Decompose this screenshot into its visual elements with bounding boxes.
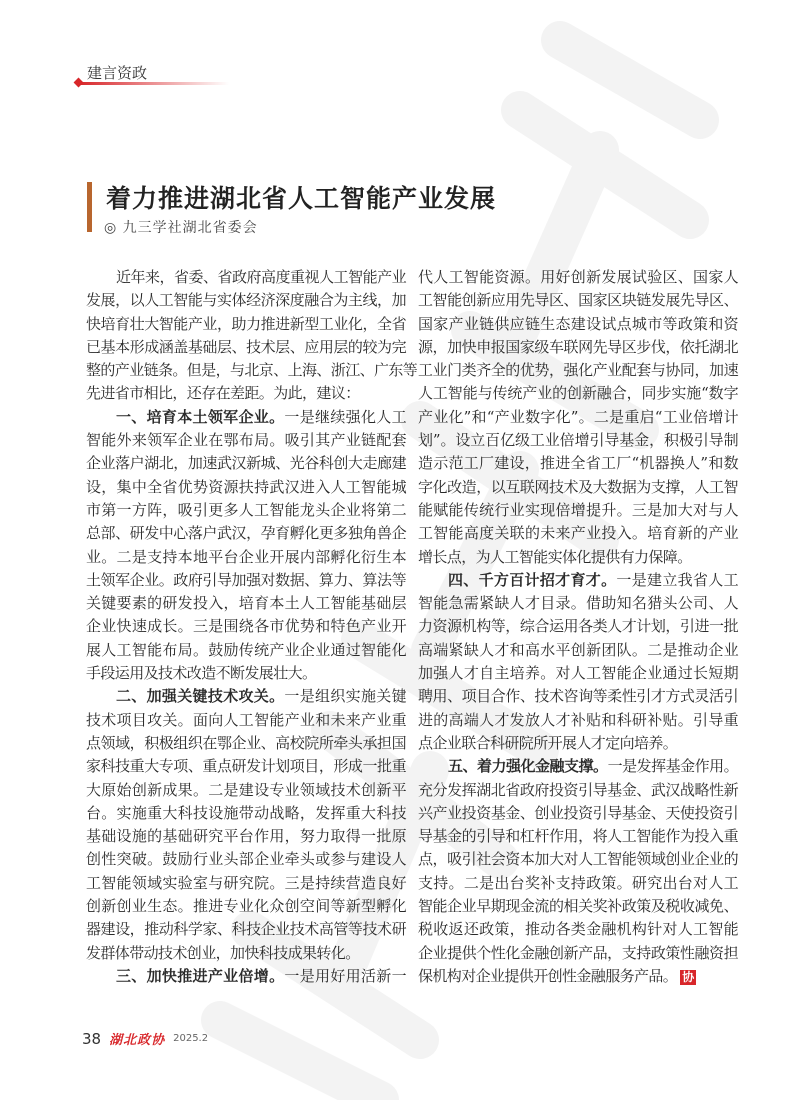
article-title: 着力推进湖北省人工智能产业发展	[106, 184, 497, 213]
text-line	[418, 662, 738, 685]
line-text: 智能急需紧缺人才目录。借助知名猎头公司、人	[418, 594, 738, 613]
section-heading: 一、培育本土领军企业。	[116, 407, 285, 426]
text-line	[418, 872, 738, 895]
line-text: 发展，以人工智能与实体经济深度融合为主线，加	[86, 291, 406, 310]
line-text: 整的产业链条。但是，与北京、上海、浙江、广东等	[86, 361, 418, 380]
text-line	[418, 685, 738, 708]
text-line	[86, 848, 406, 871]
line-text: 聘用、项目合作、技术咨询等柔性引才方式灵活引	[418, 687, 738, 706]
text-line	[418, 336, 738, 359]
line-text: 基础设施的基础研究平台作用，努力取得一批原	[86, 827, 406, 846]
text-line	[86, 615, 406, 638]
text-line	[86, 592, 406, 615]
text-line	[418, 452, 738, 475]
line-text: 已基本形成涵盖基础层、技术层、应用层的较为完	[86, 337, 406, 356]
line-text: 大原始创新成果。二是建设专业领域技术创新平	[86, 780, 406, 799]
text-line	[86, 452, 406, 475]
line-text: 智能外来领军企业在鄂布局。吸引其产业链配套	[86, 431, 406, 450]
text-line	[418, 709, 738, 732]
line-text: 一是组织实施关键	[284, 687, 406, 706]
end-mark-icon: 协	[682, 969, 695, 984]
text-line	[418, 965, 738, 988]
line-text: 产业化”和“产业数字化”。二是重启“工业倍增计	[418, 407, 738, 426]
line-text: 手段运用及技术改造不断发展壮大。	[86, 664, 317, 683]
page-number: 38	[82, 1029, 102, 1048]
text-line	[86, 429, 406, 452]
line-text: 加强人才自主培养。对人工智能企业通过长短期	[418, 664, 738, 683]
line-text: 土领军企业。政府引导加强对数据、算力、算法等	[86, 570, 406, 589]
paragraph	[418, 569, 738, 755]
line-text: 支持。二是出台奖补支持政策。研究出台对人工	[418, 873, 738, 892]
line-text: 先进省市相比，还存在差距。为此，建议：	[86, 384, 360, 403]
line-text: 税收返还政策，推动各类金融机构针对人工智能	[418, 920, 738, 939]
text-line	[418, 289, 738, 312]
page-footer	[82, 1029, 208, 1048]
text-line	[418, 895, 738, 918]
text-line	[86, 895, 406, 918]
column-right	[418, 266, 738, 988]
text-line	[86, 476, 406, 499]
line-text: 关键要素的研发投入，培育本土人工智能基础层	[86, 594, 406, 613]
text-line	[86, 709, 406, 732]
text-line	[418, 755, 738, 778]
text-line	[418, 942, 738, 965]
line-text: 家科技重大专项、重点研发计划项目，形成一批重	[86, 757, 406, 776]
text-line	[418, 732, 738, 755]
text-line	[86, 918, 406, 941]
line-text: 发群体带动技术创业，加快科技成果转化。	[86, 943, 360, 962]
line-text: 工智能领域实验室与研究院。三是持续营造良好	[86, 873, 406, 892]
line-text: 业。二是支持本地平台企业开展内部孵化衍生本	[86, 547, 406, 566]
line-text: 企业落户湖北，加速武汉新城、光谷科创大走廊建	[86, 454, 406, 473]
line-text: 力资源机构等，综合运用各类人才计划，引进一批	[418, 617, 738, 636]
text-line	[418, 313, 738, 336]
text-line	[86, 965, 406, 988]
text-line	[418, 615, 738, 638]
line-text: 企业快速成长。三是围绕各市优势和特色产业开	[86, 617, 406, 636]
text-line	[418, 546, 738, 569]
line-text: 划”。设立百亿级工业倍增引导基金，积极引导制	[418, 431, 738, 450]
text-line	[86, 522, 406, 545]
text-line	[86, 662, 406, 685]
section-heading: 二、加强关键技术攻关。	[116, 687, 285, 706]
line-text: 近年来，省委、省政府高度重视人工智能产业	[116, 268, 406, 286]
line-text: 展人工智能布局。鼓励传统产业企业通过智能化	[86, 640, 406, 659]
text-line	[86, 779, 406, 802]
line-text: 设，集中全省优势资源扶持武汉进入人工智能城	[86, 477, 406, 496]
line-text: 点，吸引社会资本加大对人工智能领域创业企业的	[418, 850, 738, 869]
paragraph	[86, 406, 406, 686]
text-line	[418, 918, 738, 941]
text-line	[418, 779, 738, 802]
paragraph	[418, 266, 738, 569]
line-text: 充分发挥湖北省政府投资引导基金、武汉战略性新	[418, 780, 738, 799]
line-text: 一是用好用活新一	[284, 966, 406, 985]
text-line	[86, 732, 406, 755]
text-line	[86, 289, 406, 312]
text-line	[418, 359, 738, 382]
line-text: 高端紧缺人才和高水平创新团队。二是推动企业	[418, 640, 738, 659]
line-text: 导基金的引导和杠杆作用，将人工智能作为投入重	[418, 827, 738, 846]
section-heading: 四、千方百计招才育才。	[448, 570, 617, 589]
text-line	[418, 499, 738, 522]
text-line	[418, 802, 738, 825]
text-line	[418, 569, 738, 592]
line-text: 创性突破。鼓励行业头部企业牵头或参与建设人	[86, 850, 406, 869]
text-line	[418, 522, 738, 545]
line-text: 源，加快申报国家级车联网先导区步伐，依托湖北	[418, 337, 738, 356]
section-tag: 建言资政	[87, 64, 148, 82]
line-text: 增长点，为人工智能实体化提供有力保障。	[418, 547, 692, 566]
paragraph	[86, 965, 406, 988]
line-text: 进的高端人才发放人才补贴和科研补贴。引导重	[418, 710, 738, 729]
text-line	[86, 499, 406, 522]
text-line	[86, 755, 406, 778]
line-text: 点领域，积极组织在鄂企业、高校院所牵头承担国	[86, 733, 406, 752]
line-text: 工业门类齐全的优势，强化产业配套与协同，加速	[418, 361, 738, 380]
text-line	[86, 313, 406, 336]
magazine-logo: 湖北政协	[109, 1033, 166, 1048]
text-line	[86, 685, 406, 708]
text-line	[86, 872, 406, 895]
text-line	[86, 639, 406, 662]
section-heading: 三、加快推进产业倍增。	[116, 966, 285, 985]
line-text: 字化改造，以互联网技术及大数据为支撑，人工智	[418, 477, 738, 496]
text-line	[86, 802, 406, 825]
line-text: 造示范工厂建设，推进全省工厂“机器换人”和数	[418, 454, 738, 473]
line-text: 企业提供个性化金融创新产品，支持政策性融资担	[418, 943, 738, 962]
line-text: 技术项目攻关。面向人工智能产业和未来产业重	[86, 710, 406, 729]
line-text: 智能企业早期现金流的相关奖补政策及税收减免、	[418, 897, 738, 916]
text-line	[86, 942, 406, 965]
text-line	[86, 569, 406, 592]
text-line	[418, 429, 738, 452]
text-line	[86, 825, 406, 848]
section-divider	[79, 82, 229, 85]
text-line	[86, 266, 406, 289]
paragraph	[86, 685, 406, 965]
title-accent-bar	[87, 182, 92, 232]
paragraph	[86, 266, 418, 406]
text-line	[418, 825, 738, 848]
line-text: 快培育壮大智能产业，助力推进新型工业化，全省	[86, 314, 406, 333]
text-line	[418, 476, 738, 499]
text-line	[418, 406, 738, 429]
text-line	[418, 266, 738, 289]
line-text: 创新创业生态。推进专业化众创空间等新型孵化	[86, 897, 406, 916]
line-text: 保机构对企业提供开创性金融服务产品。	[418, 966, 678, 985]
text-line	[418, 592, 738, 615]
line-text: 工智能高度关联的未来产业投入。培育新的产业	[418, 524, 738, 543]
line-text: 点企业联合科研院所开展人才定向培养。	[418, 733, 678, 752]
text-line	[86, 382, 406, 405]
line-text: 兴产业投资基金、创业投资引导基金、天使投资引	[418, 803, 738, 822]
line-text: 能赋能传统行业实现倍增提升。三是加大对与人	[418, 500, 738, 519]
line-text: 一是继续强化人工	[284, 407, 406, 426]
paragraph	[418, 755, 738, 988]
line-text: 台。实施重大科技设施带动战略，发挥重大科技	[86, 803, 406, 822]
line-text: 一是建立我省人工	[616, 570, 738, 589]
text-line	[86, 336, 406, 359]
line-text: 国家产业链供应链生态建设试点城市等政策和资	[418, 314, 738, 333]
text-line	[418, 848, 738, 871]
line-text: 代人工智能资源。用好创新发展试验区、国家人	[418, 268, 738, 286]
text-line	[86, 359, 418, 382]
section-heading: 五、着力强化金融支撑。	[448, 757, 608, 776]
line-text: 工智能创新应用先导区、国家区块链发展先导区、	[418, 291, 738, 310]
text-line	[86, 546, 406, 569]
column-left	[86, 266, 418, 988]
text-line	[418, 639, 738, 662]
line-text: 一是发挥基金作用。	[607, 757, 738, 776]
issue-number: 2025.2	[173, 1033, 209, 1044]
line-text: 市第一方阵，吸引更多人工智能龙头企业将第二	[86, 500, 406, 519]
text-line	[418, 382, 738, 405]
line-text: 人工智能与传统产业的创新融合，同步实施“数字	[418, 384, 738, 403]
article-byline: ◎ 九三学社湖北省委会	[104, 220, 258, 236]
text-line	[86, 406, 406, 429]
line-text: 总部、研发中心落户武汉，孕育孵化更多独角兽企	[86, 524, 406, 543]
line-text: 器建设，推动科学家、科技企业技术高管等技术研	[86, 920, 406, 939]
